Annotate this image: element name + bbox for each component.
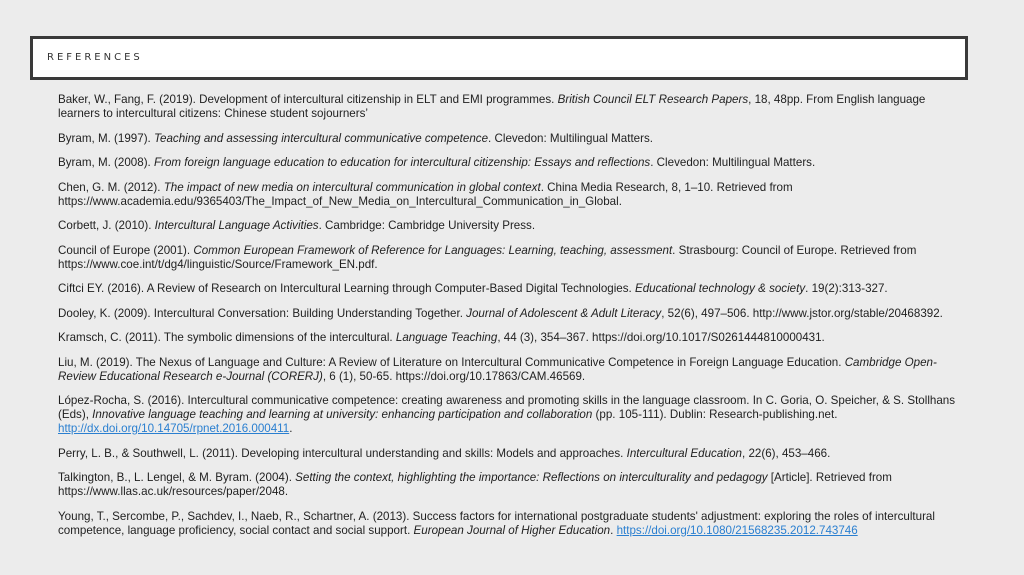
reference-text: , 22(6), 453–466.: [742, 446, 831, 460]
reference-link[interactable]: https://doi.org/10.1080/21568235.2012.743746: [616, 523, 858, 537]
reference-source-title: The impact of new media on intercultural communication in global context: [163, 180, 541, 194]
reference-text: Chen, G. M. (2012).: [58, 180, 164, 194]
reference-text: Liu, M. (2019). The Nexus of Language and Culture: A Review of Literature on Intercultural Communicative Competence in Foreign Language Education.: [58, 355, 845, 369]
reference-text: Byram, M. (1997).: [58, 131, 154, 145]
reference-item: [58, 471, 964, 499]
reference-text: . Clevedon: Multilingual Matters.: [488, 131, 654, 145]
reference-source-title: British Council ELT Research Papers: [557, 93, 749, 106]
reference-text: , 6 (1), 50-65. https://doi.org/10.17863/CAM.46569.: [322, 369, 586, 383]
reference-source-title: From foreign language education to education for intercultural citizenship: Essays and reflections: [154, 156, 651, 169]
title-box: [30, 36, 968, 80]
reference-source-title: European Journal of Higher Education: [413, 523, 611, 537]
reference-source-title: Journal of Adolescent & Adult Literacy: [466, 306, 662, 320]
reference-source-title: Educational technology & society: [635, 282, 806, 295]
reference-source-title: Setting the context, highlighting the importance: Reflections on interculturality and pedagogy: [295, 471, 768, 484]
reference-text: . China Media Research, 8, 1–10. Retrieved from https://www.academia.edu/9365403/The_Impact_of_New_Media_on_Intercultural_Communication_in_Global.: [58, 180, 793, 208]
reference-text: .: [289, 422, 293, 435]
reference-text: . Clevedon: Multilingual Matters.: [650, 156, 816, 169]
reference-text: Dooley, K. (2009). Intercultural Conversation: Building Understanding Together.: [58, 306, 467, 320]
reference-text: , 18, 48pp. From English language learners to intercultural citizens: Chinese student sojourners’: [58, 93, 926, 120]
reference-text: . Strasbourg: Council of Europe. Retrieved from https://www.coe.int/t/dg4/linguistic/Source/Framework_EN.pdf.: [58, 243, 917, 271]
reference-item: [58, 219, 964, 233]
reference-item: [58, 132, 964, 146]
reference-item: [58, 244, 964, 272]
reference-text: . 19(2):313-327.: [805, 282, 888, 295]
reference-source-title: Common European Framework of Reference for Languages: Learning, teaching, assessment: [193, 243, 673, 257]
reference-item: [58, 447, 964, 461]
reference-source-title: Intercultural Education: [626, 446, 742, 460]
reference-text: López-Rocha, S. (2016). Intercultural communicative competence: creating awareness and promoting skills in the language classroom. In C. Goria, O. Speicher, & S. Stollhans (Eds),: [58, 394, 956, 421]
reference-list: [58, 93, 964, 548]
reference-source-title: Teaching and assessing intercultural communicative competence: [154, 131, 489, 145]
reference-item: [58, 331, 964, 345]
reference-item: [58, 93, 964, 121]
reference-text: [Article]. Retrieved from https://www.llas.ac.uk/resources/paper/2048.: [58, 471, 892, 498]
reference-item: [58, 156, 964, 170]
reference-source-title: Innovative language teaching and learning at university: enhancing participation and collaboration: [92, 408, 593, 421]
reference-text: Ciftci EY. (2016). A Review of Research on Intercultural Learning through Computer-Based Digital Technologies.: [58, 282, 635, 295]
reference-item: [58, 510, 964, 538]
reference-text: Corbett, J. (2010).: [58, 219, 155, 232]
reference-text: , 52(6), 497–506. http://www.jstor.org/stable/20468392.: [661, 306, 943, 320]
reference-text: .: [610, 523, 617, 537]
reference-text: Council of Europe (2001).: [58, 243, 194, 257]
reference-text: (pp. 105-111). Dublin: Research-publishing.net.: [592, 408, 838, 421]
reference-text: , 44 (3), 354–367. https://doi.org/10.1017/S0261444810000431.: [497, 331, 825, 344]
reference-item: [58, 181, 964, 209]
reference-text: Byram, M. (2008).: [58, 156, 154, 169]
reference-source-title: Language Teaching: [395, 331, 498, 344]
reference-item: [58, 356, 964, 384]
reference-item: [58, 307, 964, 321]
reference-text: Perry, L. B., & Southwell, L. (2011). Developing intercultural understanding and skills: Models and approaches.: [58, 446, 627, 460]
reference-item: [58, 282, 964, 296]
slide-title: REFERENCES: [47, 52, 143, 63]
reference-item: [58, 394, 964, 436]
reference-source-title: Intercultural Language Activities: [154, 219, 319, 232]
reference-text: Baker, W., Fang, F. (2019). Development of intercultural citizenship in ELT and EMI programmes.: [58, 93, 558, 106]
reference-text: Young, T., Sercombe, P., Sachdev, I., Naeb, R., Schartner, A. (2013). Success factors for international postgraduate students' adjustment: exploring the roles of intercultural competence, language proficiency, social contact and social support.: [58, 509, 935, 537]
reference-text: Talkington, B., L. Lengel, & M. Byram. (2004).: [58, 471, 296, 484]
reference-text: . Cambridge: Cambridge University Press.: [318, 219, 536, 232]
reference-link[interactable]: http://dx.doi.org/10.14705/rpnet.2016.000411: [58, 422, 290, 435]
reference-source-title: Cambridge Open-Review Educational Research e-Journal (CORERJ): [58, 355, 937, 383]
reference-text: Kramsch, C. (2011). The symbolic dimensions of the intercultural.: [58, 331, 396, 344]
